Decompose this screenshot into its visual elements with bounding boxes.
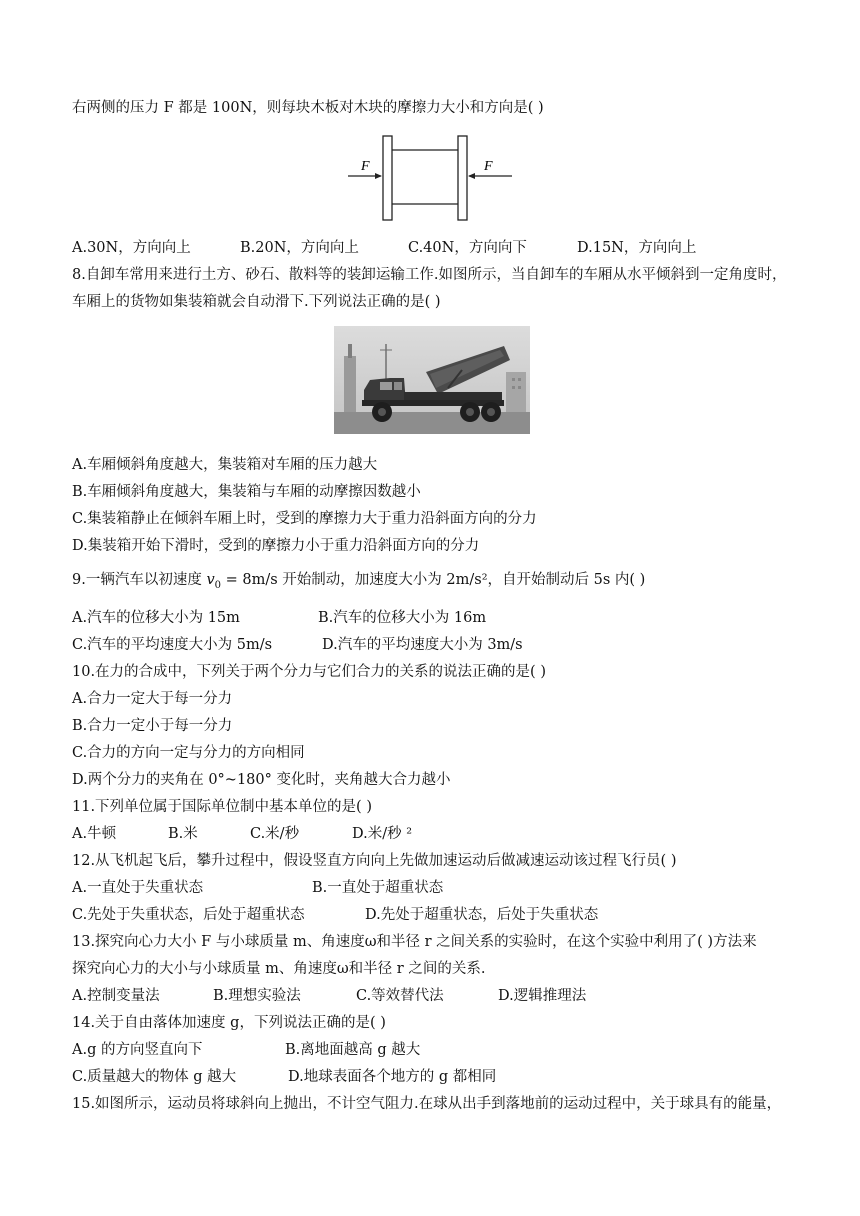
dump-truck-photo	[334, 326, 530, 434]
q9-var-sub: 0	[214, 579, 222, 591]
q14-option-a: A.g 的方向竖直向下	[72, 1042, 203, 1058]
q8-option-c: C.集装箱静止在倾斜车厢上时，受到的摩擦力大于重力沿斜面方向的分力	[72, 511, 537, 527]
q11-option-d: D.米/秒 ²	[352, 826, 413, 842]
q13-stem-line1: 13.探究向心力大小 F 与小球质量 m、角速度ω和半径 r 之间关系的实验时，在这个实验中利用了( )方法来	[72, 934, 757, 950]
q9-prefix: 9.一辆汽车以初速度	[72, 572, 202, 588]
q13-stem-line2: 探究向心力的大小与小球质量 m、角速度ω和半径 r 之间的关系.	[72, 961, 486, 977]
q7-option-a: A.30N，方向向上	[72, 240, 191, 256]
force-label-right: F	[484, 159, 493, 174]
q8-stem-line2: 车厢上的货物如集装箱就会自动滑下.下列说法正确的是( )	[72, 294, 441, 310]
q11-stem: 11.下列单位属于国际单位制中基本单位的是( )	[72, 799, 372, 815]
q9-option-c: C.汽车的平均速度大小为 5m/s	[72, 637, 273, 653]
q9-option-b: B.汽车的位移大小为 16m	[318, 610, 487, 626]
q9-stem	[72, 570, 645, 596]
q8-option-b: B.车厢倾斜角度越大，集装箱与车厢的动摩擦因数越小	[72, 484, 421, 500]
q8-stem-line1: 8.自卸车常用来进行土方、砂石、散料等的装卸运输工作.如图所示，当自卸车的车厢从水平倾斜到一定角度时，	[72, 267, 787, 283]
q14-option-b: B.离地面越高 g 越大	[285, 1042, 421, 1058]
q9-eq: = 8m/s	[221, 572, 278, 588]
q12-option-a: A.一直处于失重状态	[72, 880, 204, 896]
q12-stem: 12.从飞机起飞后，攀升过程中，假设竖直方向向上先做加速运动后做减速运动该过程飞行员( )	[72, 853, 677, 869]
q8-option-d: D.集装箱开始下滑时，受到的摩擦力小于重力沿斜面方向的分力	[72, 538, 480, 554]
q7-figure	[344, 134, 516, 224]
q12-option-b: B.一直处于超重状态	[312, 880, 444, 896]
q7-stem: 右两侧的压力 F 都是 100N，则每块木板对木块的摩擦力大小和方向是( )	[72, 100, 544, 116]
q11-option-a: A.牛顿	[72, 826, 117, 842]
q11-option-c: C.米/秒	[250, 826, 300, 842]
q10-option-a: A.合力一定大于每一分力	[72, 691, 233, 707]
q9-suffix: 开始制动，加速度大小为 2m/s²，自开始制动后 5s 内( )	[277, 572, 646, 588]
q7-option-b: B.20N，方向向上	[240, 240, 359, 256]
q11-option-b: B.米	[168, 826, 198, 842]
q13-option-a: A.控制变量法	[72, 988, 160, 1004]
q10-option-b: B.合力一定小于每一分力	[72, 718, 233, 734]
force-label-left: F	[361, 159, 370, 174]
q14-option-d: D.地球表面各个地方的 g 都相同	[288, 1069, 497, 1085]
q12-option-c: C.先处于失重状态，后处于超重状态	[72, 907, 305, 923]
q15-stem: 15.如图所示，运动员将球斜向上抛出，不计空气阻力.在球从出手到落地前的运动过程中，关于球具有的能量，	[72, 1096, 782, 1112]
q12-option-d: D.先处于超重状态，后处于失重状态	[365, 907, 599, 923]
q7-option-d: D.15N，方向向上	[577, 240, 697, 256]
q13-option-d: D.逻辑推理法	[498, 988, 587, 1004]
q9-option-a: A.汽车的位移大小为 15m	[72, 610, 240, 626]
q8-option-a: A.车厢倾斜角度越大，集装箱对车厢的压力越大	[72, 457, 378, 473]
q9-var-v: v	[206, 572, 215, 588]
q7-option-c: C.40N，方向向下	[408, 240, 527, 256]
q14-option-c: C.质量越大的物体 g 越大	[72, 1069, 237, 1085]
q10-option-c: C.合力的方向一定与分力的方向相同	[72, 745, 305, 761]
q13-option-b: B.理想实验法	[213, 988, 301, 1004]
q10-option-d: D.两个分力的夹角在 0°~180° 变化时，夹角越大合力越小	[72, 772, 451, 788]
q9-option-d: D.汽车的平均速度大小为 3m/s	[322, 637, 523, 653]
q13-option-c: C.等效替代法	[356, 988, 444, 1004]
q10-stem: 10.在力的合成中，下列关于两个分力与它们合力的关系的说法正确的是( )	[72, 664, 546, 680]
q14-stem: 14.关于自由落体加速度 g，下列说法正确的是( )	[72, 1015, 386, 1031]
